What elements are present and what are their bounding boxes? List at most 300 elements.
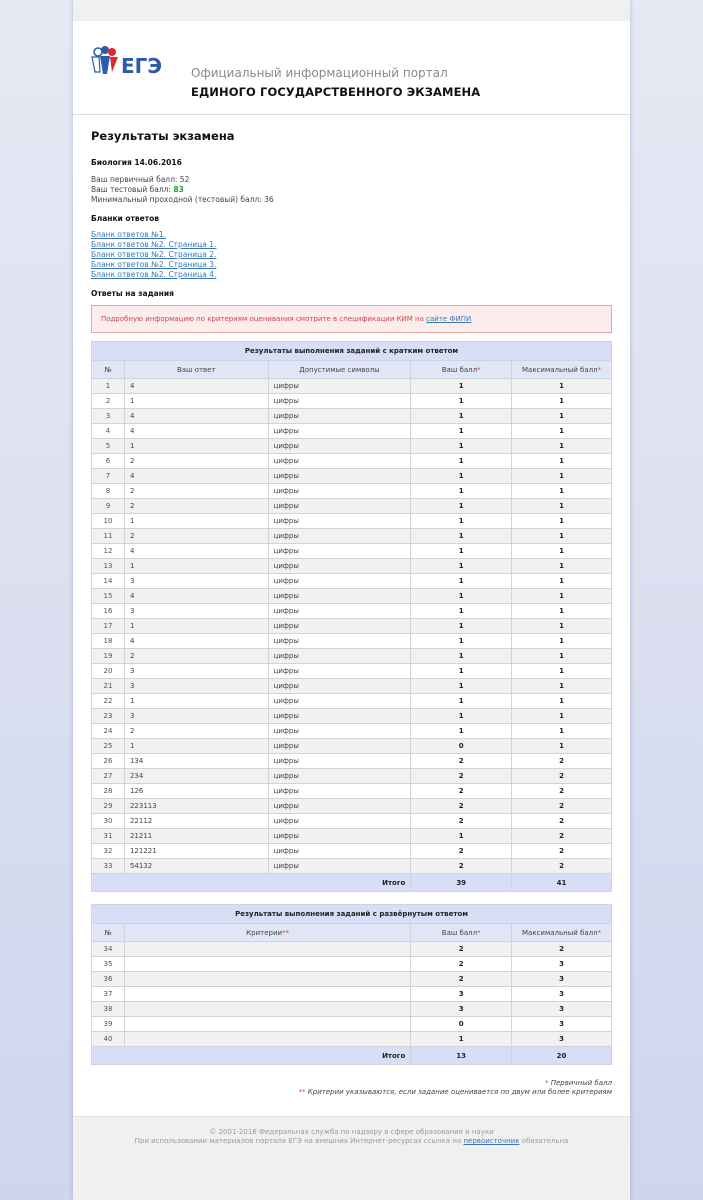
your-score: 1	[411, 424, 512, 439]
your-answer: 234	[124, 769, 268, 784]
table-row	[92, 829, 612, 844]
max-score: 1	[512, 649, 612, 664]
your-score: 1	[411, 409, 512, 424]
task-number: 29	[92, 799, 125, 814]
table-row	[92, 754, 612, 769]
max-score: 1	[512, 619, 612, 634]
table-row	[92, 1032, 612, 1047]
site-header	[73, 21, 630, 115]
max-score: 1	[512, 694, 612, 709]
task-number: 22	[92, 694, 125, 709]
criteria	[124, 957, 410, 972]
task-number: 37	[92, 987, 125, 1002]
max-score: 1	[512, 379, 612, 394]
table-row	[92, 664, 612, 679]
your-answer: 4	[124, 589, 268, 604]
your-score: 2	[411, 769, 512, 784]
your-score: 2	[411, 754, 512, 769]
task-number: 8	[92, 484, 125, 499]
col-max-score-label: Максимальный балл	[522, 928, 598, 937]
col-your-answer: Ваш ответ	[124, 361, 268, 379]
your-score: 2	[411, 799, 512, 814]
max-score: 1	[512, 559, 612, 574]
allowed-symbols: цифры	[268, 514, 411, 529]
your-score: 1	[411, 604, 512, 619]
max-score: 1	[512, 634, 612, 649]
your-score: 1	[411, 619, 512, 634]
table-row	[92, 694, 612, 709]
primary-score-label: Ваш первичный балл:	[91, 175, 180, 184]
task-number: 13	[92, 559, 125, 574]
source-notice	[73, 1137, 630, 1146]
copyright-text: © 2001-2016 Федеральная служба по надзору в сфере образования и науки	[209, 1128, 494, 1136]
your-score: 2	[411, 814, 512, 829]
footnote-primary-text: Первичный балл	[548, 1079, 612, 1087]
long-total-max: 20	[512, 1047, 612, 1065]
table-row	[92, 679, 612, 694]
double-star-mark: **	[282, 928, 290, 937]
your-score: 1	[411, 649, 512, 664]
your-score: 2	[411, 957, 512, 972]
max-score: 2	[512, 814, 612, 829]
task-number: 4	[92, 424, 125, 439]
max-score: 1	[512, 679, 612, 694]
allowed-symbols: цифры	[268, 379, 411, 394]
table-row	[92, 799, 612, 814]
long-table-body	[92, 942, 612, 1047]
criteria	[124, 972, 410, 987]
min-score-value: 36	[264, 195, 274, 204]
short-table-body	[92, 379, 612, 874]
short-total-row	[92, 874, 612, 892]
star-mark: *	[477, 928, 481, 937]
logo-text: ЕГЭ	[121, 54, 163, 78]
max-score: 1	[512, 724, 612, 739]
allowed-symbols: цифры	[268, 529, 411, 544]
max-score: 1	[512, 664, 612, 679]
table-row	[92, 649, 612, 664]
star-mark: *	[477, 365, 481, 374]
table-row	[92, 987, 612, 1002]
allowed-symbols: цифры	[268, 589, 411, 604]
allowed-symbols: цифры	[268, 574, 411, 589]
task-number: 39	[92, 1017, 125, 1032]
blank-link-2-page-1[interactable]: Бланк ответов №2. Страница 1.	[91, 240, 217, 249]
long-answer-table	[91, 904, 612, 1065]
your-score: 1	[411, 829, 512, 844]
max-score: 3	[512, 1032, 612, 1047]
table-row	[92, 544, 612, 559]
allowed-symbols: цифры	[268, 724, 411, 739]
task-number: 18	[92, 634, 125, 649]
your-score: 1	[411, 454, 512, 469]
allowed-symbols: цифры	[268, 559, 411, 574]
allowed-symbols: цифры	[268, 709, 411, 724]
your-score: 1	[411, 469, 512, 484]
allowed-symbols: цифры	[268, 544, 411, 559]
table-row	[92, 409, 612, 424]
allowed-symbols: цифры	[268, 739, 411, 754]
short-answer-table	[91, 341, 612, 892]
criteria	[124, 1017, 410, 1032]
your-score: 2	[411, 784, 512, 799]
table-row	[92, 514, 612, 529]
blank-link-2-page-4[interactable]: Бланк ответов №2. Страница 4.	[91, 270, 217, 279]
allowed-symbols: цифры	[268, 799, 411, 814]
table-row	[92, 724, 612, 739]
double-star-mark: **	[298, 1088, 306, 1096]
allowed-symbols: цифры	[268, 754, 411, 769]
criteria	[124, 1032, 410, 1047]
your-answer: 2	[124, 649, 268, 664]
your-answer: 1	[124, 739, 268, 754]
your-answer: 4	[124, 544, 268, 559]
your-answer: 3	[124, 604, 268, 619]
task-number: 28	[92, 784, 125, 799]
task-number: 1	[92, 379, 125, 394]
your-answer: 4	[124, 409, 268, 424]
page-title: Результаты экзамена	[91, 129, 235, 143]
your-score: 1	[411, 709, 512, 724]
allowed-symbols: цифры	[268, 859, 411, 874]
your-score: 2	[411, 859, 512, 874]
max-score: 3	[512, 987, 612, 1002]
table-row	[92, 957, 612, 972]
your-score: 2	[411, 942, 512, 957]
task-number: 6	[92, 454, 125, 469]
table-row	[92, 972, 612, 987]
your-score: 2	[411, 972, 512, 987]
task-number: 30	[92, 814, 125, 829]
table-row	[92, 769, 612, 784]
table-row	[92, 379, 612, 394]
table-row	[92, 559, 612, 574]
your-score: 1	[411, 529, 512, 544]
your-score: 1	[411, 694, 512, 709]
task-number: 34	[92, 942, 125, 957]
max-score: 2	[512, 754, 612, 769]
table-row	[92, 1002, 612, 1017]
star-mark: *	[597, 365, 602, 374]
your-score: 1	[411, 439, 512, 454]
your-answer: 223113	[124, 799, 268, 814]
table-row	[92, 619, 612, 634]
task-number: 36	[92, 972, 125, 987]
page-container	[73, 0, 630, 1200]
your-score: 1	[411, 679, 512, 694]
your-answer: 2	[124, 529, 268, 544]
allowed-symbols: цифры	[268, 664, 411, 679]
col-number: №	[92, 361, 125, 379]
task-number: 25	[92, 739, 125, 754]
your-answer: 121221	[124, 844, 268, 859]
task-number: 9	[92, 499, 125, 514]
task-number: 31	[92, 829, 125, 844]
col-max-score	[512, 924, 612, 942]
long-total-row	[92, 1047, 612, 1065]
table-row	[92, 394, 612, 409]
max-score: 1	[512, 544, 612, 559]
task-number: 17	[92, 619, 125, 634]
col-number: №	[92, 924, 125, 942]
ege-logo-icon[interactable]	[90, 44, 170, 78]
footnote-criteria	[91, 1088, 612, 1097]
your-score: 0	[411, 739, 512, 754]
your-score: 0	[411, 1017, 512, 1032]
allowed-symbols: цифры	[268, 679, 411, 694]
max-score: 2	[512, 844, 612, 859]
max-score: 3	[512, 972, 612, 987]
short-total-score: 39	[411, 874, 512, 892]
task-number: 35	[92, 957, 125, 972]
table-row	[92, 709, 612, 724]
task-number: 32	[92, 844, 125, 859]
allowed-symbols: цифры	[268, 409, 411, 424]
test-score-label: Ваш тестовый балл:	[91, 185, 174, 194]
allowed-symbols: цифры	[268, 784, 411, 799]
your-answer: 3	[124, 574, 268, 589]
table-row	[92, 814, 612, 829]
allowed-symbols: цифры	[268, 604, 411, 619]
answers-title: Ответы на задания	[91, 289, 174, 298]
long-table-caption: Результаты выполнения заданий с развёрнутым ответом	[92, 905, 612, 924]
your-answer: 21211	[124, 829, 268, 844]
your-answer: 3	[124, 709, 268, 724]
col-your-score-label: Ваш балл	[441, 928, 478, 937]
table-row	[92, 484, 612, 499]
your-answer: 1	[124, 394, 268, 409]
primary-score-value: 52	[179, 175, 190, 184]
task-number: 24	[92, 724, 125, 739]
your-score: 1	[411, 574, 512, 589]
table-row	[92, 529, 612, 544]
your-answer: 2	[124, 499, 268, 514]
task-number: 27	[92, 769, 125, 784]
star-mark: *	[597, 928, 602, 937]
table-row	[92, 469, 612, 484]
your-score: 1	[411, 724, 512, 739]
allowed-symbols: цифры	[268, 454, 411, 469]
main-content	[73, 115, 630, 1097]
alert-text: Подробную информацию по критериям оценивания смотрите в спецификации КИМ на	[101, 315, 427, 323]
site-footer	[73, 1116, 630, 1200]
task-number: 23	[92, 709, 125, 724]
max-score: 1	[512, 514, 612, 529]
allowed-symbols: цифры	[268, 394, 411, 409]
footnote-criteria-text: Критерии указываются, если задание оценивается по двум или более критериям	[305, 1088, 612, 1096]
test-score-value: 83	[173, 185, 184, 194]
your-score: 3	[411, 1002, 512, 1017]
max-score: 2	[512, 799, 612, 814]
task-number: 12	[92, 544, 125, 559]
table-row	[92, 784, 612, 799]
task-number: 38	[92, 1002, 125, 1017]
your-score: 1	[411, 394, 512, 409]
max-score: 1	[512, 439, 612, 454]
table-row	[92, 942, 612, 957]
max-score: 1	[512, 589, 612, 604]
your-answer: 22112	[124, 814, 268, 829]
max-score: 2	[512, 942, 612, 957]
table-row	[92, 1017, 612, 1032]
your-answer: 134	[124, 754, 268, 769]
blanks-title: Бланки ответов	[91, 214, 159, 223]
fipi-link[interactable]: сайте ФИПИ	[426, 315, 472, 323]
your-score: 1	[411, 634, 512, 649]
your-score: 1	[411, 559, 512, 574]
col-allowed-symbols: Допустимые символы	[268, 361, 411, 379]
col-max-score-label: Максимальный балл	[522, 365, 598, 374]
table-row	[92, 859, 612, 874]
max-score: 2	[512, 784, 612, 799]
task-number: 16	[92, 604, 125, 619]
max-score: 1	[512, 529, 612, 544]
your-score: 1	[411, 544, 512, 559]
max-score: 1	[512, 739, 612, 754]
table-row	[92, 844, 612, 859]
allowed-symbols: цифры	[268, 469, 411, 484]
your-score: 1	[411, 379, 512, 394]
allowed-symbols: цифры	[268, 829, 411, 844]
your-answer: 4	[124, 379, 268, 394]
max-score: 2	[512, 769, 612, 784]
test-score-line	[91, 185, 612, 195]
task-number: 10	[92, 514, 125, 529]
footnote-primary	[91, 1079, 612, 1088]
your-score: 1	[411, 499, 512, 514]
blank-link-2-page-2[interactable]: Бланк ответов №2. Страница 2.	[91, 250, 217, 259]
task-number: 14	[92, 574, 125, 589]
table-row	[92, 439, 612, 454]
task-number: 19	[92, 649, 125, 664]
source-notice-post: обязательна	[519, 1137, 569, 1145]
col-your-score	[411, 924, 512, 942]
table-row	[92, 604, 612, 619]
task-number: 20	[92, 664, 125, 679]
task-number: 33	[92, 859, 125, 874]
your-answer: 2	[124, 724, 268, 739]
table-row	[92, 454, 612, 469]
task-number: 26	[92, 754, 125, 769]
allowed-symbols: цифры	[268, 439, 411, 454]
your-answer: 2	[124, 484, 268, 499]
your-answer: 126	[124, 784, 268, 799]
task-number: 2	[92, 394, 125, 409]
your-score: 2	[411, 844, 512, 859]
task-number: 15	[92, 589, 125, 604]
task-number: 3	[92, 409, 125, 424]
task-number: 21	[92, 679, 125, 694]
max-score: 1	[512, 424, 612, 439]
portal-subtitle: Официальный информационный портал	[191, 66, 448, 80]
your-answer: 1	[124, 514, 268, 529]
col-your-score-label: Ваш балл	[441, 365, 478, 374]
max-score: 3	[512, 957, 612, 972]
task-number: 7	[92, 469, 125, 484]
your-answer: 2	[124, 454, 268, 469]
col-criteria-label: Критерии	[246, 928, 283, 937]
your-answer: 1	[124, 559, 268, 574]
criteria	[124, 942, 410, 957]
col-criteria	[124, 924, 410, 942]
task-number: 11	[92, 529, 125, 544]
min-score-line	[91, 195, 612, 205]
table-row	[92, 499, 612, 514]
short-total-label: Итого	[92, 874, 411, 892]
task-number: 5	[92, 439, 125, 454]
your-score: 1	[411, 514, 512, 529]
allowed-symbols: цифры	[268, 769, 411, 784]
short-total-max: 41	[512, 874, 612, 892]
source-link[interactable]: первоисточник	[463, 1137, 520, 1145]
allowed-symbols: цифры	[268, 424, 411, 439]
footnotes	[91, 1079, 612, 1097]
your-score: 1	[411, 589, 512, 604]
exam-subject: Биология 14.06.2016	[91, 158, 182, 167]
max-score: 1	[512, 709, 612, 724]
allowed-symbols: цифры	[268, 619, 411, 634]
your-answer: 4	[124, 424, 268, 439]
col-max-score	[512, 361, 612, 379]
allowed-symbols: цифры	[268, 484, 411, 499]
table-row	[92, 589, 612, 604]
max-score: 1	[512, 469, 612, 484]
short-table-caption: Результаты выполнения заданий с кратким ответом	[92, 342, 612, 361]
allowed-symbols: цифры	[268, 499, 411, 514]
your-answer: 4	[124, 634, 268, 649]
min-score-label: Минимальный проходной (тестовый) балл:	[91, 195, 265, 204]
primary-score-line	[91, 175, 612, 185]
source-notice-pre: При использовании материалов портала ЕГЭ на внешних Интернет-ресурсах ссылка на	[134, 1137, 464, 1145]
max-score: 1	[512, 574, 612, 589]
your-answer: 3	[124, 679, 268, 694]
your-score: 1	[411, 1032, 512, 1047]
allowed-symbols: цифры	[268, 844, 411, 859]
table-row	[92, 739, 612, 754]
max-score: 3	[512, 1002, 612, 1017]
task-number: 40	[92, 1032, 125, 1047]
blank-links	[91, 230, 612, 280]
your-score: 1	[411, 484, 512, 499]
top-band	[73, 0, 630, 21]
max-score: 1	[512, 394, 612, 409]
long-total-score: 13	[411, 1047, 512, 1065]
table-row	[92, 424, 612, 439]
your-answer: 1	[124, 619, 268, 634]
star-mark: *	[545, 1079, 549, 1087]
your-score: 3	[411, 987, 512, 1002]
criteria	[124, 1002, 410, 1017]
allowed-symbols: цифры	[268, 649, 411, 664]
max-score: 1	[512, 454, 612, 469]
allowed-symbols: цифры	[268, 694, 411, 709]
criteria-alert	[91, 305, 612, 333]
table-row	[92, 574, 612, 589]
your-answer: 1	[124, 694, 268, 709]
blank-link-2-page-3[interactable]: Бланк ответов №2. Страница 3.	[91, 260, 217, 269]
long-total-label: Итого	[92, 1047, 411, 1065]
your-answer: 3	[124, 664, 268, 679]
table-row	[92, 634, 612, 649]
your-score: 1	[411, 664, 512, 679]
allowed-symbols: цифры	[268, 814, 411, 829]
max-score: 3	[512, 1017, 612, 1032]
your-answer: 4	[124, 469, 268, 484]
blank-link-1[interactable]: Бланк ответов №1.	[91, 230, 167, 239]
your-answer: 54132	[124, 859, 268, 874]
criteria	[124, 987, 410, 1002]
max-score: 1	[512, 604, 612, 619]
